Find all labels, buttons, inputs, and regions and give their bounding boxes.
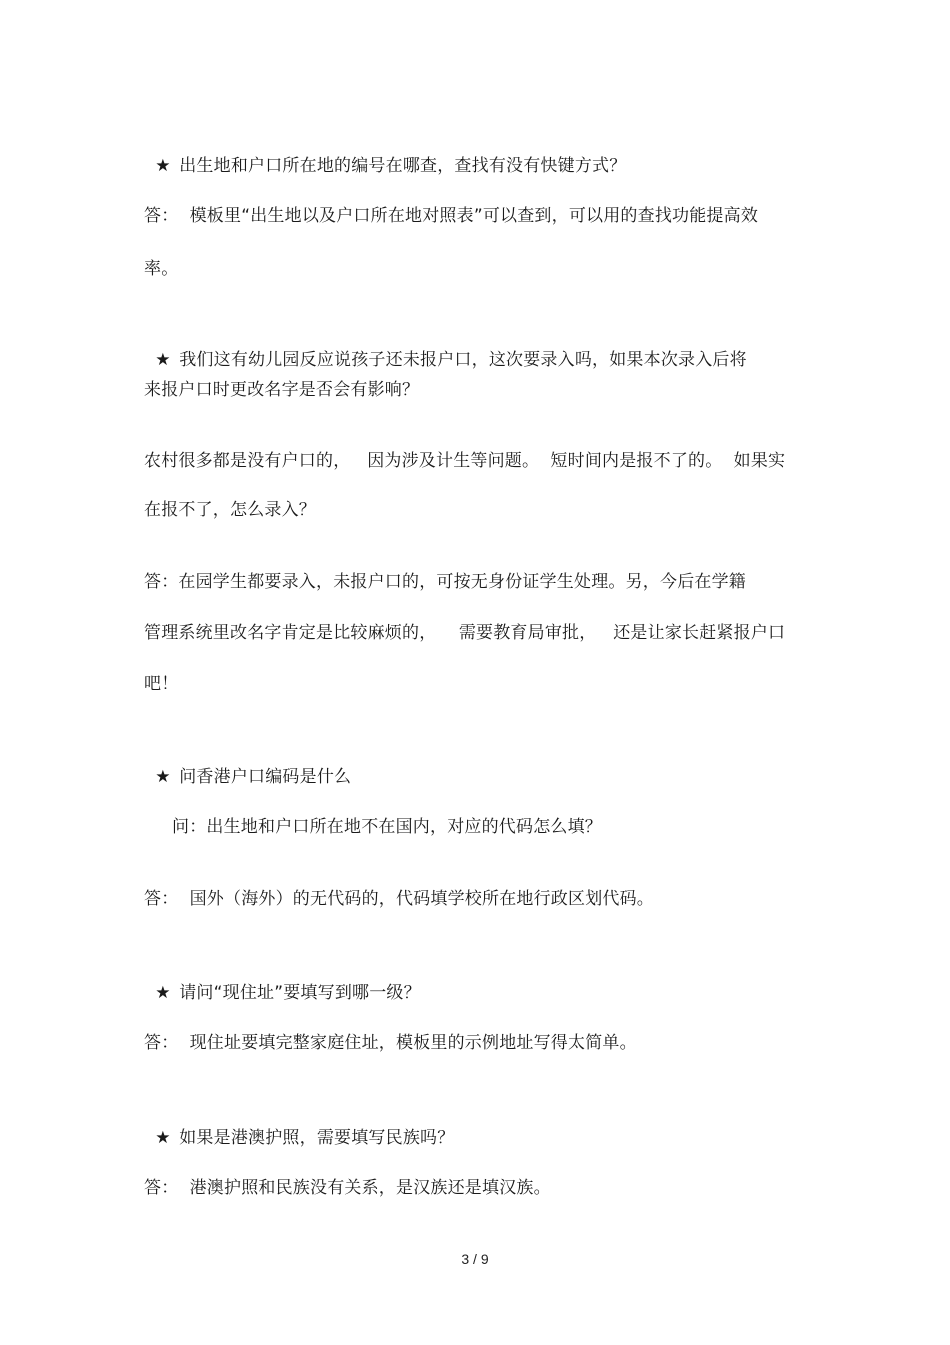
answer-2-line-1: 答：在园学生都要录入，未报户口的，可按无身份证学生处理。另，今后在学籍 — [144, 572, 746, 592]
question-2-line-2: 来报户口时更改名字是否会有影响？ — [144, 380, 420, 400]
question-1 — [144, 133, 627, 176]
question-3 — [144, 744, 352, 787]
star-bullet-icon: ★ — [155, 156, 171, 176]
question-2-line-3: 农村很多都是没有户口的， 因为涉及计生等问题。 短时间内是报不了的。 如果实 — [144, 451, 786, 471]
question-4-text: 请问“现住址”要填写到哪一级？ — [179, 983, 421, 1003]
question-2-text: 我们这有幼儿园反应说孩子还未报户口，这次要录入吗，如果本次录入后将 — [179, 350, 747, 370]
answer-4-line-1: 答： 现住址要填完整家庭住址，模板里的示例地址写得太简单。 — [144, 1033, 637, 1053]
question-2-line-4: 在报不了，怎么录入？ — [144, 500, 316, 520]
question-2 — [144, 327, 747, 370]
answer-3-line-1: 答： 国外（海外）的无代码的，代码填学校所在地行政区划代码。 — [144, 889, 655, 909]
answer-1-line-1: 答： 模板里“出生地以及户口所在地对照表”可以查到，可以用的查找功能提高效 — [144, 206, 759, 226]
star-bullet-icon: ★ — [155, 983, 171, 1003]
question-5-text: 如果是港澳护照，需要填写民族吗？ — [179, 1128, 455, 1148]
question-4 — [144, 960, 421, 1003]
answer-5-line-1: 答： 港澳护照和民族没有关系，是汉族还是填汉族。 — [144, 1178, 551, 1198]
star-bullet-icon: ★ — [155, 350, 171, 370]
answer-1-line-2: 率。 — [144, 259, 179, 279]
question-3-sub: 问：出生地和户口所在地不在国内，对应的代码怎么填？ — [172, 817, 602, 837]
question-5 — [144, 1105, 455, 1148]
page-number: 3 / 9 — [461, 1251, 489, 1267]
question-3-text: 问香港户口编码是什么 — [179, 767, 352, 787]
star-bullet-icon: ★ — [155, 1128, 171, 1148]
answer-2-line-2: 管理系统里改名字肯定是比较麻烦的， 需要教育局审批， 还是让家长赶紧报户口 — [144, 623, 786, 643]
question-1-text: 出生地和户口所在地的编号在哪查，查找有没有快键方式？ — [179, 156, 627, 176]
star-bullet-icon: ★ — [155, 767, 171, 787]
answer-2-line-3: 吧！ — [144, 674, 179, 694]
